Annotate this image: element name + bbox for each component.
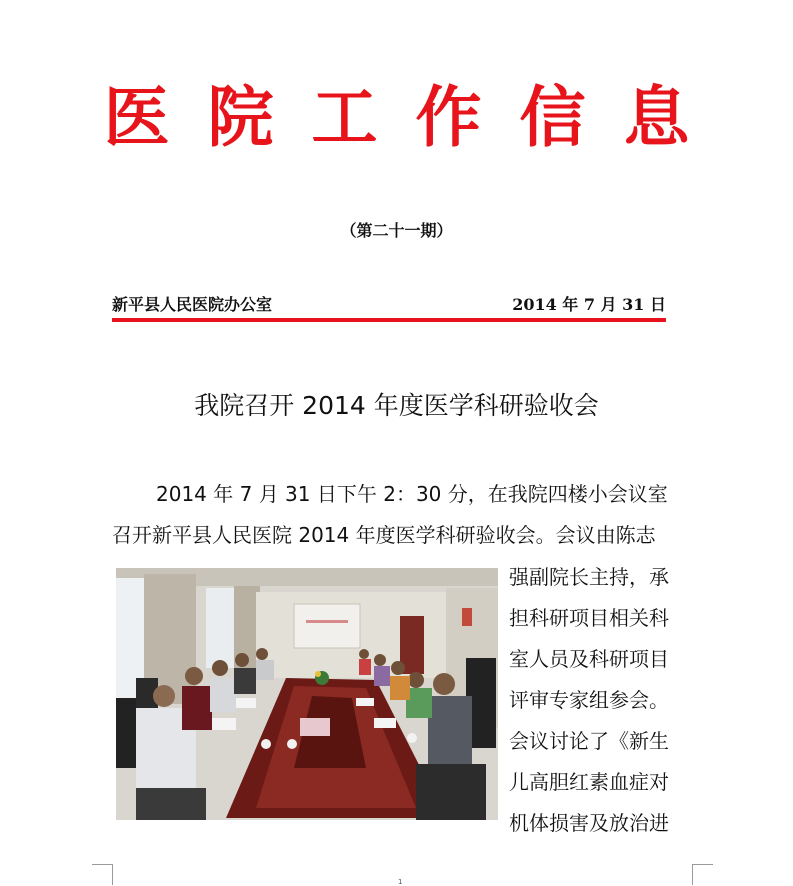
page-corner-mark-left bbox=[92, 864, 113, 885]
article-line-2: 召开新平县人民医院 2014 年度医学科研验收会。会议由陈志 bbox=[112, 523, 656, 547]
masthead-title: 医院工作信息 bbox=[103, 79, 728, 156]
article-side-line: 室人员及科研项目 bbox=[509, 647, 669, 671]
page-corner-mark-right bbox=[692, 864, 713, 885]
article-title: 我院召开 2014 年度医学科研验收会 bbox=[194, 391, 599, 420]
red-divider bbox=[112, 318, 666, 322]
article-side-line: 评审专家组参会。 bbox=[509, 688, 669, 712]
issue-number: （第二十一期） bbox=[340, 221, 453, 240]
meeting-photo bbox=[116, 568, 498, 820]
issue-date: 2014 年 7 月 31 日 bbox=[512, 295, 666, 314]
article-side-column bbox=[509, 557, 669, 844]
article-side-line: 会议讨论了《新生 bbox=[509, 729, 669, 753]
article-line-1: 2014 年 7 月 31 日下午 2：30 分，在我院四楼小会议室 bbox=[156, 482, 668, 506]
article-side-line: 担科研项目相关科 bbox=[509, 606, 669, 630]
article-side-line: 机体损害及放治进 bbox=[509, 811, 669, 835]
article-side-line: 儿高胆红素血症对 bbox=[509, 770, 669, 794]
article-side-line: 强副院长主持，承 bbox=[509, 565, 669, 589]
page-number: 1 bbox=[398, 878, 403, 886]
sender-org: 新平县人民医院办公室 bbox=[112, 295, 273, 314]
